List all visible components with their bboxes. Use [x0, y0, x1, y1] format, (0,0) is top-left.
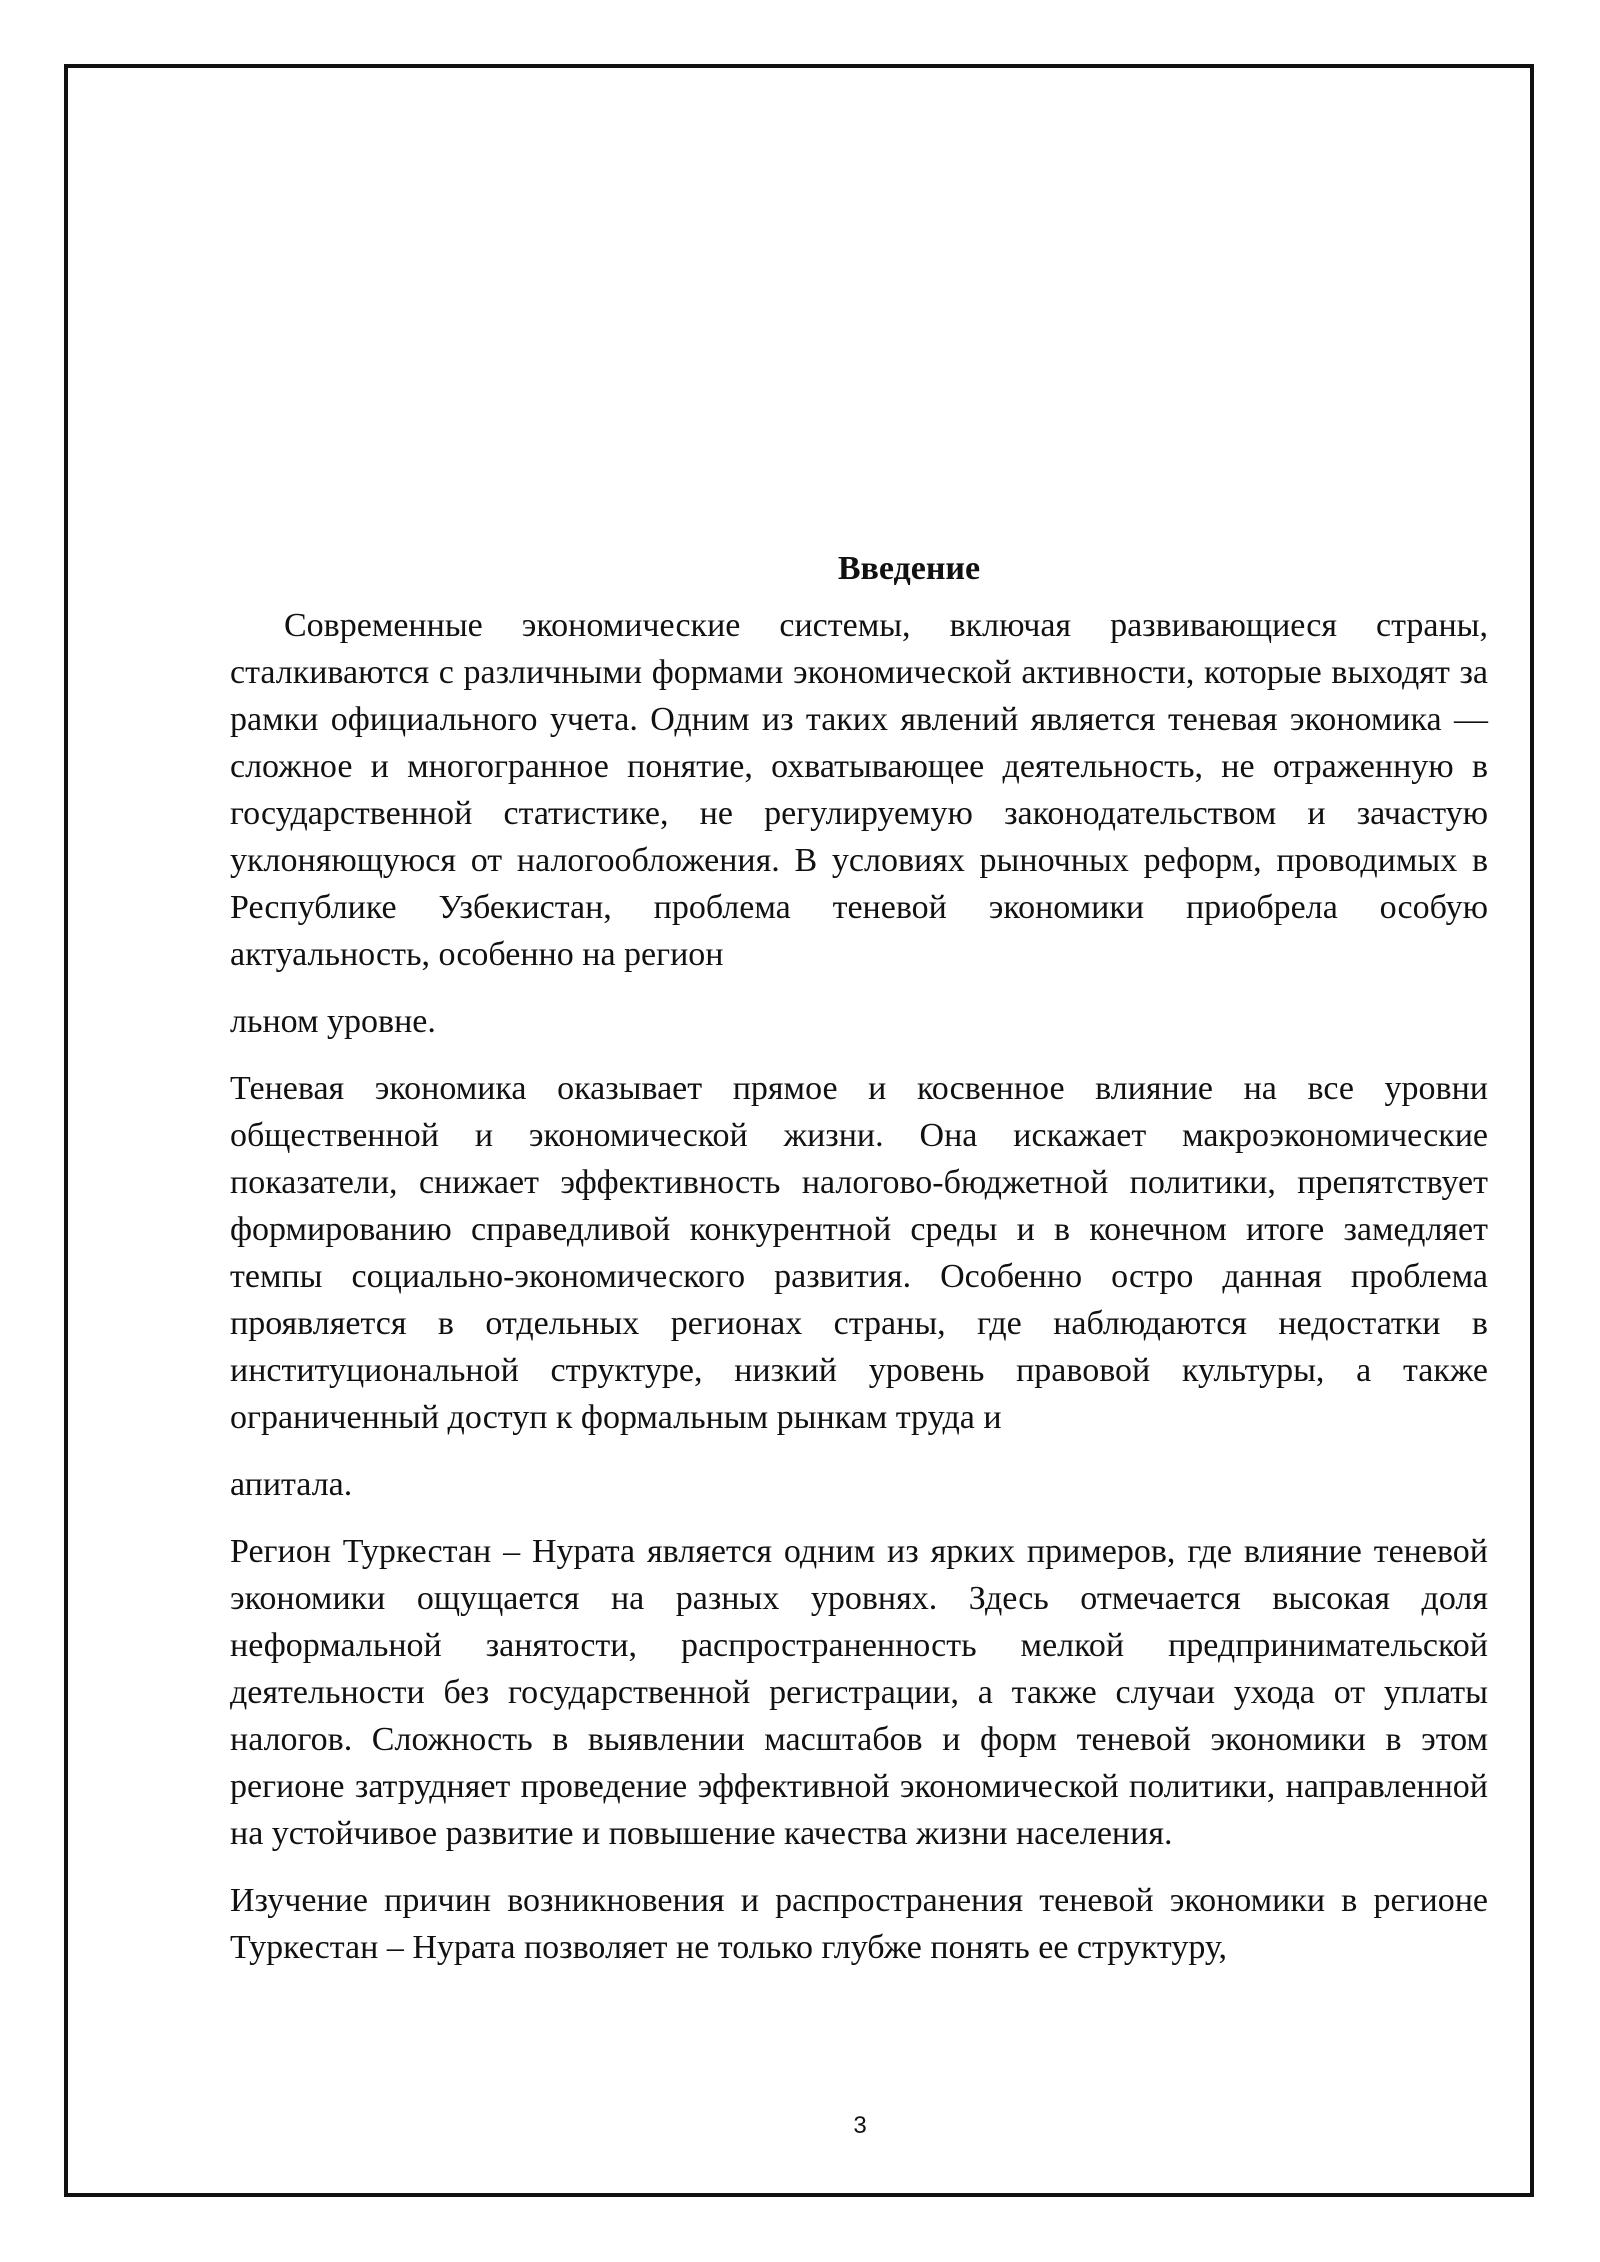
- paragraph-2: Теневая экономика оказывает прямое и косвенное влияние на все уровни общественной и экономической жизни. Она искажает макроэкономические показатели, снижает эффективность налогово-бюджетной политики, препятствует формированию справедливой конкурентной среды и в конечном итоге замедляет темпы социально-экономического развития. Особенно остро данная проблема проявляется в отдельных регионах страны, где наблюдаются недостатки в институциональной структуре, низкий уровень правовой культуры, а также ограниченный доступ к формальным рынкам труда и: [230, 1070, 1488, 1436]
- paragraph-4: Изучение причин возникновения и распространения теневой экономики в регионе Туркестан – Нурата позволяет не только глубже понять ее структуру,: [230, 1882, 1488, 1966]
- section-heading: Введение: [837, 550, 981, 587]
- document-body: [230, 545, 1488, 1971]
- paragraph-1-fragment: льном уровне.: [230, 1003, 436, 1040]
- paragraph-1: Современные экономические системы, включая развивающиеся страны, сталкиваются с различными формами экономической активности, которые выходят за рамки официального учета. Одним из таких явлений является теневая экономика — сложное и многогранное понятие, охватывающее деятельность, не отраженную в государственной статистике, не регулируемую законодательством и зачастую уклоняющуюся от налогообложения. В условиях рыночных реформ, проводимых в Республике Узбекистан, проблема теневой экономики приобрела особую актуальность, особенно на регион: [230, 607, 1488, 973]
- page-number: 3: [853, 2112, 867, 2139]
- paragraph-3: Регион Туркестан – Нурата является одним из ярких примеров, где влияние теневой экономики ощущается на разных уровнях. Здесь отмечается высокая доля неформальной занятости, распространенность мелкой предпринимательской деятельности без государственной регистрации, а также случаи ухода от уплаты налогов. Сложность в выявлении масштабов и форм теневой экономики в этом регионе затрудняет проведение эффективной экономической политики, направленной на устойчивое развитие и повышение качества жизни населения.: [230, 1533, 1488, 1852]
- paragraph-2-fragment: апитала.: [230, 1466, 353, 1503]
